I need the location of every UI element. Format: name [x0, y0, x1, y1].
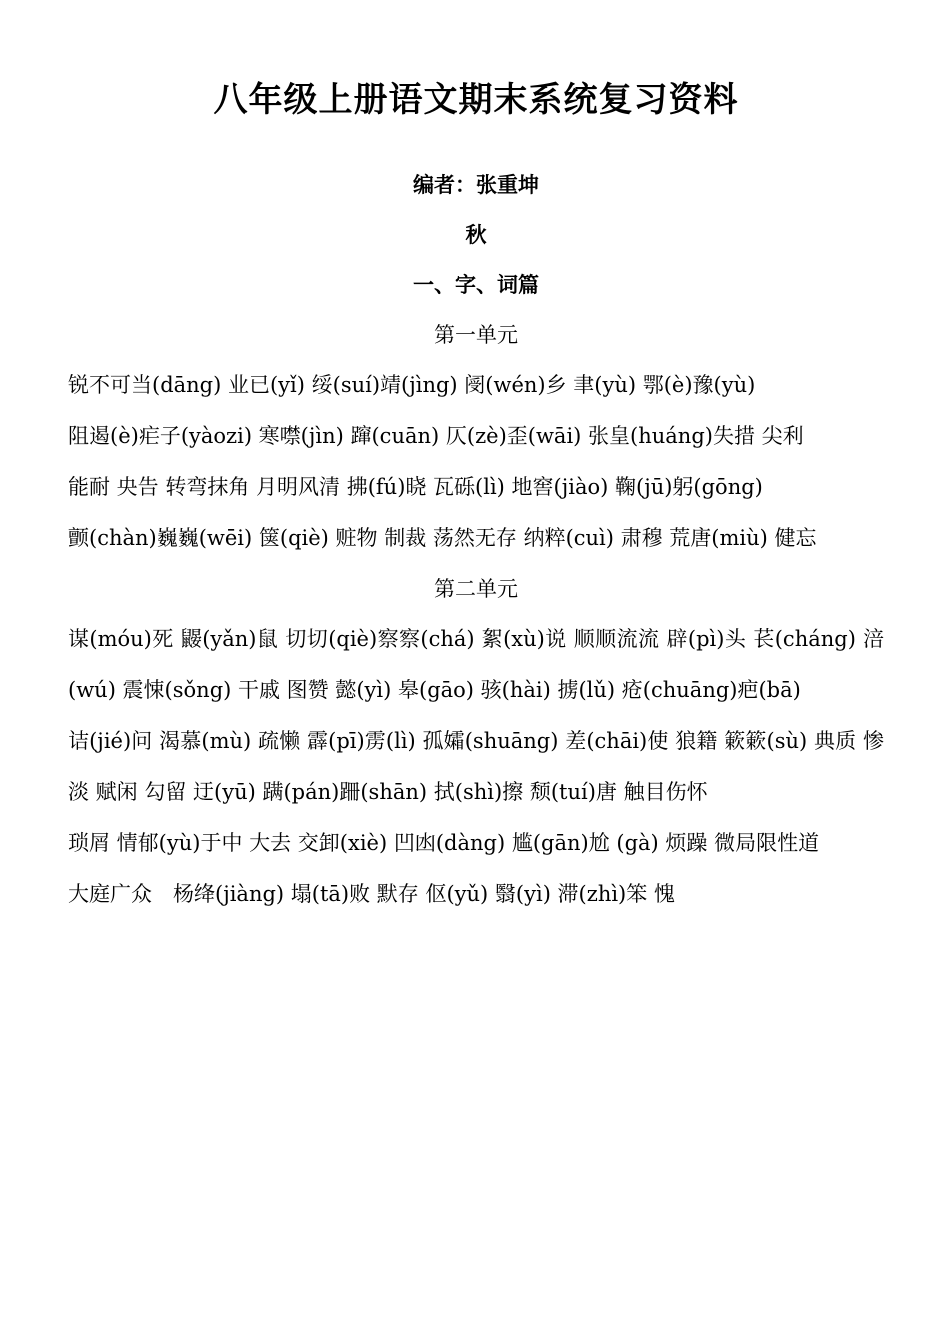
- section-heading: 一、字、词篇: [413, 273, 539, 297]
- unit2-paragraph: 谋(móu)死 鼹(yǎn)鼠 切切(qiè)察察(chá) 絮(xù)说 顺顺流流 辟(pì)头 苌(cháng) 涪(wú) 震悚(sǒng) 干戚 图赞 懿(yì) 皋(gāo) 骇(hài) 掳(lǔ) 疮(chuāng)疤(bā): [68, 627, 884, 702]
- unit1-paragraph: 锐不可当(dāng) 业已(yǐ) 绥(suí)靖(jìng) 阌(wén)乡 聿(yù) 鄂(è)豫(yù): [68, 373, 756, 397]
- unit-heading-2: 第二单元: [434, 577, 518, 601]
- unit1-paragraph: 能耐 央告 转弯抹角 月明风清 拂(fú)晓 瓦砾(lì) 地窖(jiào) 鞠(jū)躬(gōng): [68, 475, 763, 499]
- author-line: 编者：张重坤: [413, 173, 539, 197]
- document-page: [68, 70, 884, 920]
- unit2-paragraph: 大庭广众 杨绛(jiàng) 塌(tā)败 默存 伛(yǔ) 翳(yì) 滞(zhì)笨 愧: [68, 882, 675, 906]
- season-label: 秋: [465, 223, 487, 247]
- unit1-paragraph: 颤(chàn)巍巍(wēi) 箧(qiè) 赃物 制裁 荡然无存 纳粹(cuì) 肃穆 荒唐(miù) 健忘: [68, 526, 817, 550]
- document-title: 八年级上册语文期末系统复习资料: [213, 80, 739, 120]
- unit-heading-1: 第一单元: [434, 323, 518, 347]
- unit2-paragraph: 琐屑 情郁(yù)于中 大去 交卸(xiè) 凹凼(dàng) 尴(gān)尬 (gà) 烦躁 微局限性道: [68, 831, 820, 855]
- unit1-paragraph: 阻遏(è)疟子(yàozi) 寒噤(jìn) 蹿(cuān) 仄(zè)歪(wāi) 张皇(huáng)失措 尖利: [68, 424, 804, 448]
- unit2-paragraph: 诘(jié)问 渴慕(mù) 疏懒 霹(pī)雳(lì) 孤孀(shuāng) 差(chāi)使 狼籍 簌簌(sù) 典质 惨淡 赋闲 勾留 迂(yū) 蹒(pán)跚(shān) 拭(shì)擦 颓(tuí)唐 触目伤怀: [68, 729, 884, 804]
